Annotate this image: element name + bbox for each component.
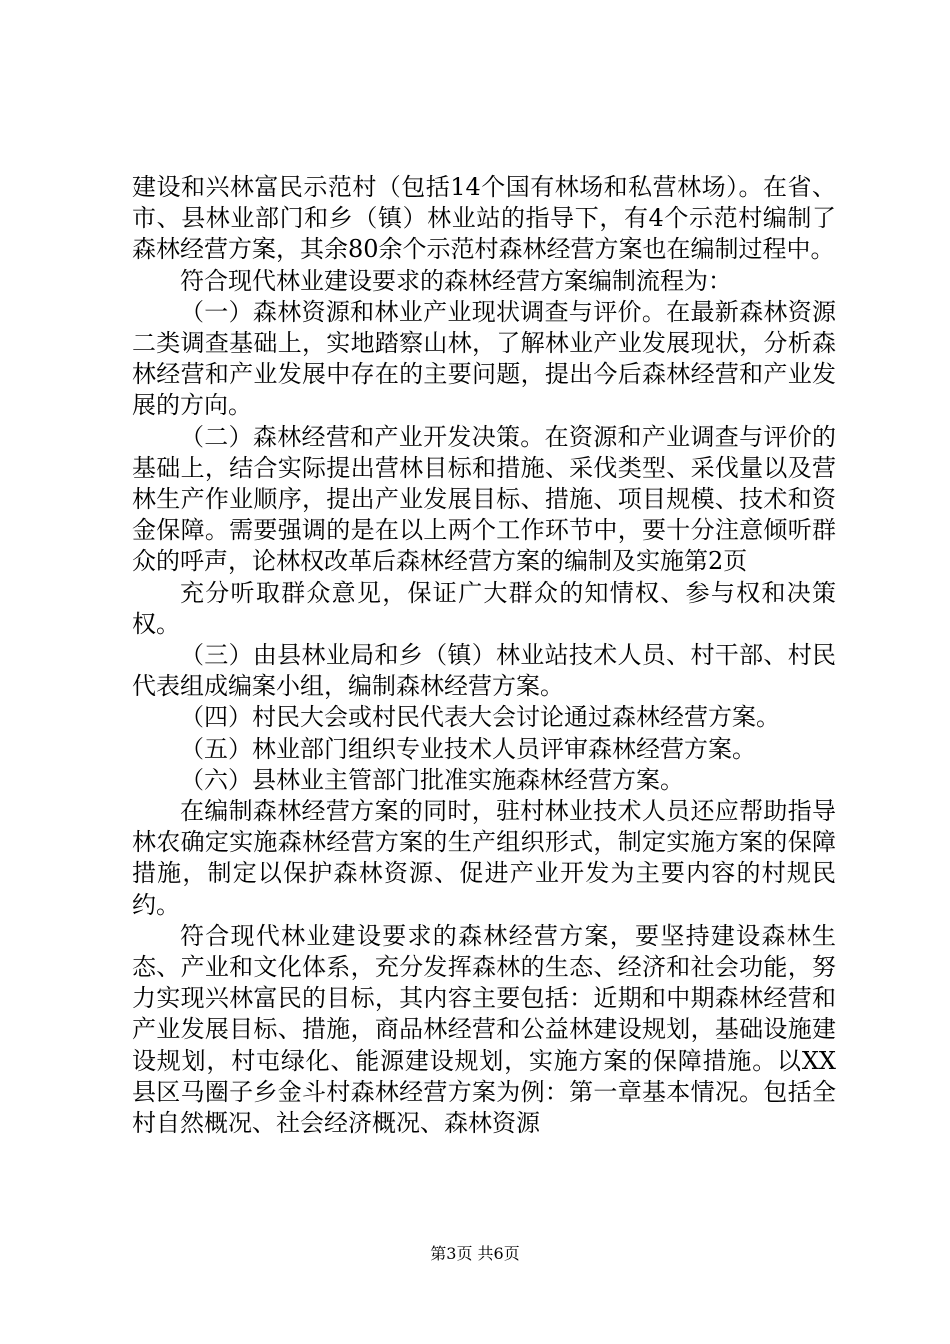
paragraph-2: 符合现代林业建设要求的森林经营方案编制流程为：: [180, 266, 732, 295]
document-body: [132, 172, 836, 1139]
paragraph-3: （一）森林资源和林业产业现状调查与评价。在最新森林资源二类调查基础上，实地踏察山林，了解林业产业发展现状，分析森林经营和产业发展中存在的主要问题，提出今后森林经营和产业发展的方向。: [132, 297, 836, 420]
paragraph-8: （五）林业部门组织专业技术人员评审森林经营方案。: [180, 734, 756, 763]
paragraph-1: 建设和兴林富民示范村（包括14个国有林场和私营林场）。在省、市、县林业部门和乡（镇）林业站的指导下，有4个示范村编制了森林经营方案，其余80余个示范村森林经营方案也在编制过程中。: [132, 173, 836, 264]
paragraph-11: 符合现代林业建设要求的森林经营方案，要坚持建设森林生态、产业和文化体系，充分发挥森林的生态、经济和社会功能，努力实现兴林富民的目标，其内容主要包括：近期和中期森林经营和产业发展目标、措施，商品林经营和公益林建设规划，基础设施建设规划，村屯绿化、能源建设规划，实施方案的保障措施。以XX县区马圈子乡金斗村森林经营方案为例：第一章基本情况。包括全村自然概况、社会经济概况、森林资源: [132, 921, 836, 1138]
paragraph-6: （三）由县林业局和乡（镇）林业站技术人员、村干部、村民代表组成编案小组，编制森林经营方案。: [132, 641, 836, 701]
paragraph-7: （四）村民大会或村民代表大会讨论通过森林经营方案。: [180, 703, 780, 732]
paragraph-4: （二）森林经营和产业开发决策。在资源和产业调查与评价的基础上，结合实际提出营林目标和措施、采伐类型、采伐量以及营林生产作业顺序，提出产业发展目标、措施、项目规模、技术和资金保障。需要强调的是在以上两个工作环节中，要十分注意倾听群众的呼声，论林权改革后森林经营方案的编制及实施第2页: [132, 422, 836, 576]
paragraph-10: 在编制森林经营方案的同时，驻村林业技术人员还应帮助指导林农确定实施森林经营方案的生产组织形式，制定实施方案的保障措施，制定以保护森林资源、促进产业开发为主要内容的村规民约。: [132, 797, 836, 919]
paragraph-9: （六）县林业主管部门批准实施森林经营方案。: [180, 765, 684, 794]
page-number-footer: 第3页 共6页: [430, 1244, 520, 1263]
paragraph-5: 充分听取群众意见，保证广大群众的知情权、参与权和决策权。: [132, 578, 836, 638]
